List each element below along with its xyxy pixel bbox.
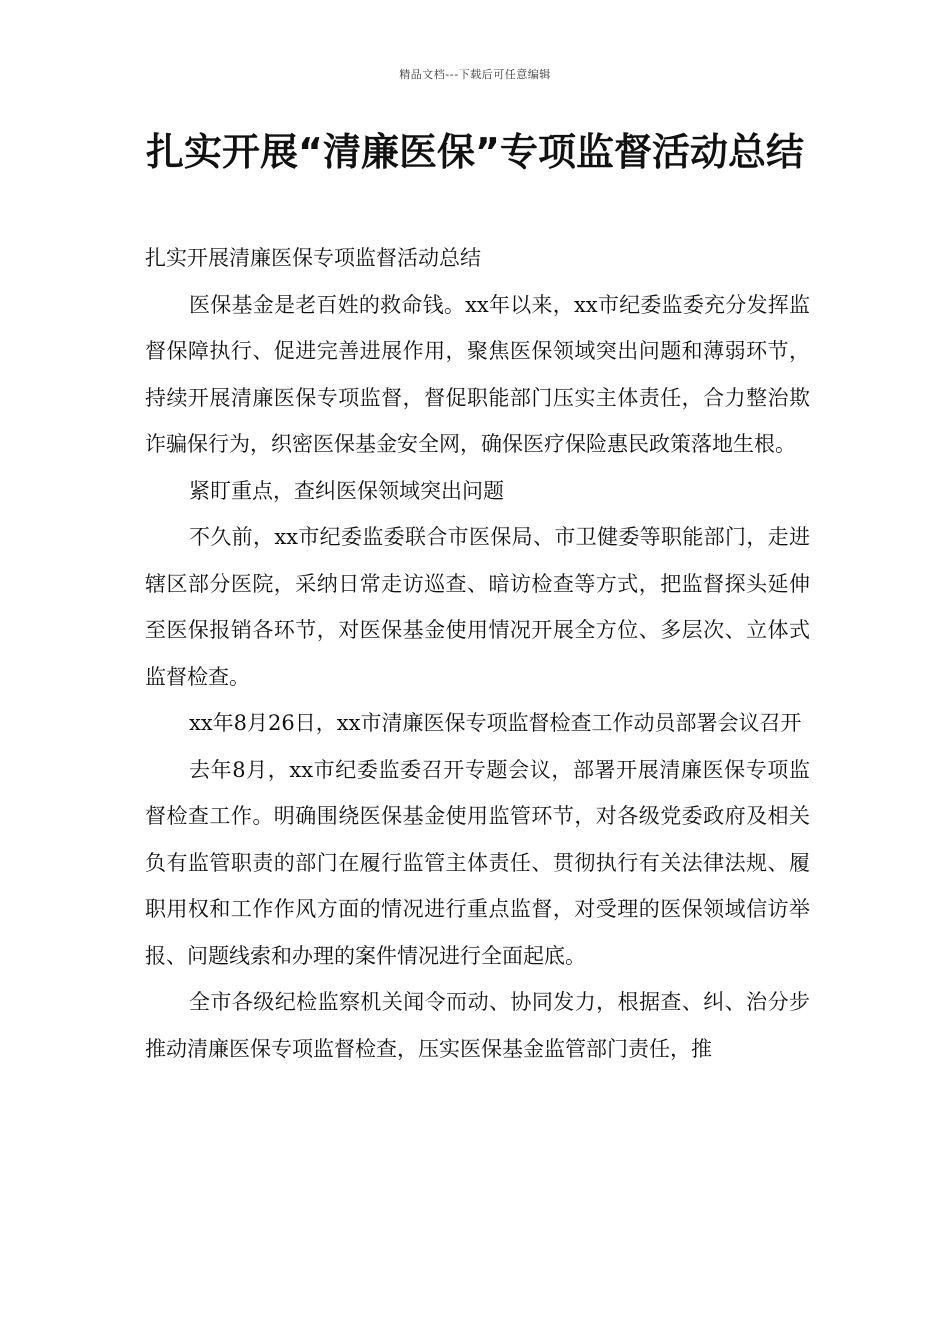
paragraph: 去年8月，xx市纪委监委召开专题会议，部署开展清廉医保专项监督检查工作。明确围绕医保基金使用监管环节，对各级党委政府及相关负有监管职责的部门在履行监管主体责任、贯彻执行有关法律法规、履职用权和工作作风方面的情况进行重点监督，对受理的医保领域信访举报、问题线索和办理的案件情况进行全面起底。 (145, 757, 810, 968)
paragraph: 医保基金是老百姓的救命钱。xx年以来，xx市纪委监委充分发挥监督保障执行、促进完善进展作用，聚焦医保领域突出问题和薄弱环节，持续开展清廉医保专项监督，督促职能部门压实主体责任，合力整治欺诈骗保行为，织密医保基金安全网，确保医疗保险惠民政策落地生根。 (145, 292, 810, 456)
paragraph: 全市各级纪检监察机关闻令而动、协同发力，根据查、纠、治分步推动清廉医保专项监督检查，压实医保基金监管部门责任，推 (145, 990, 810, 1061)
paragraph: 不久前，xx市纪委监委联合市医保局、市卫健委等职能部门，走进辖区部分医院，采纳日常走访巡查、暗访检查等方式，把监督探头延伸至医保报销各环节，对医保基金使用情况开展全方位、多层次、立体式监督检查。 (145, 525, 810, 689)
section-heading: 紧盯重点，查纠医保领域突出问题 (189, 478, 504, 503)
document-subtitle: 扎实开展清廉医保专项监督活动总结 (145, 246, 481, 270)
photo-caption: xx年8月26日，xx市清廉医保专项监督检查工作动员部署会议召开 (189, 711, 802, 735)
header-note: 精品文档---下载后可任意编辑 (399, 68, 551, 81)
document-title: 扎实开展“清廉医保”专项监督活动总结 (146, 130, 804, 174)
document-body (145, 235, 810, 1072)
